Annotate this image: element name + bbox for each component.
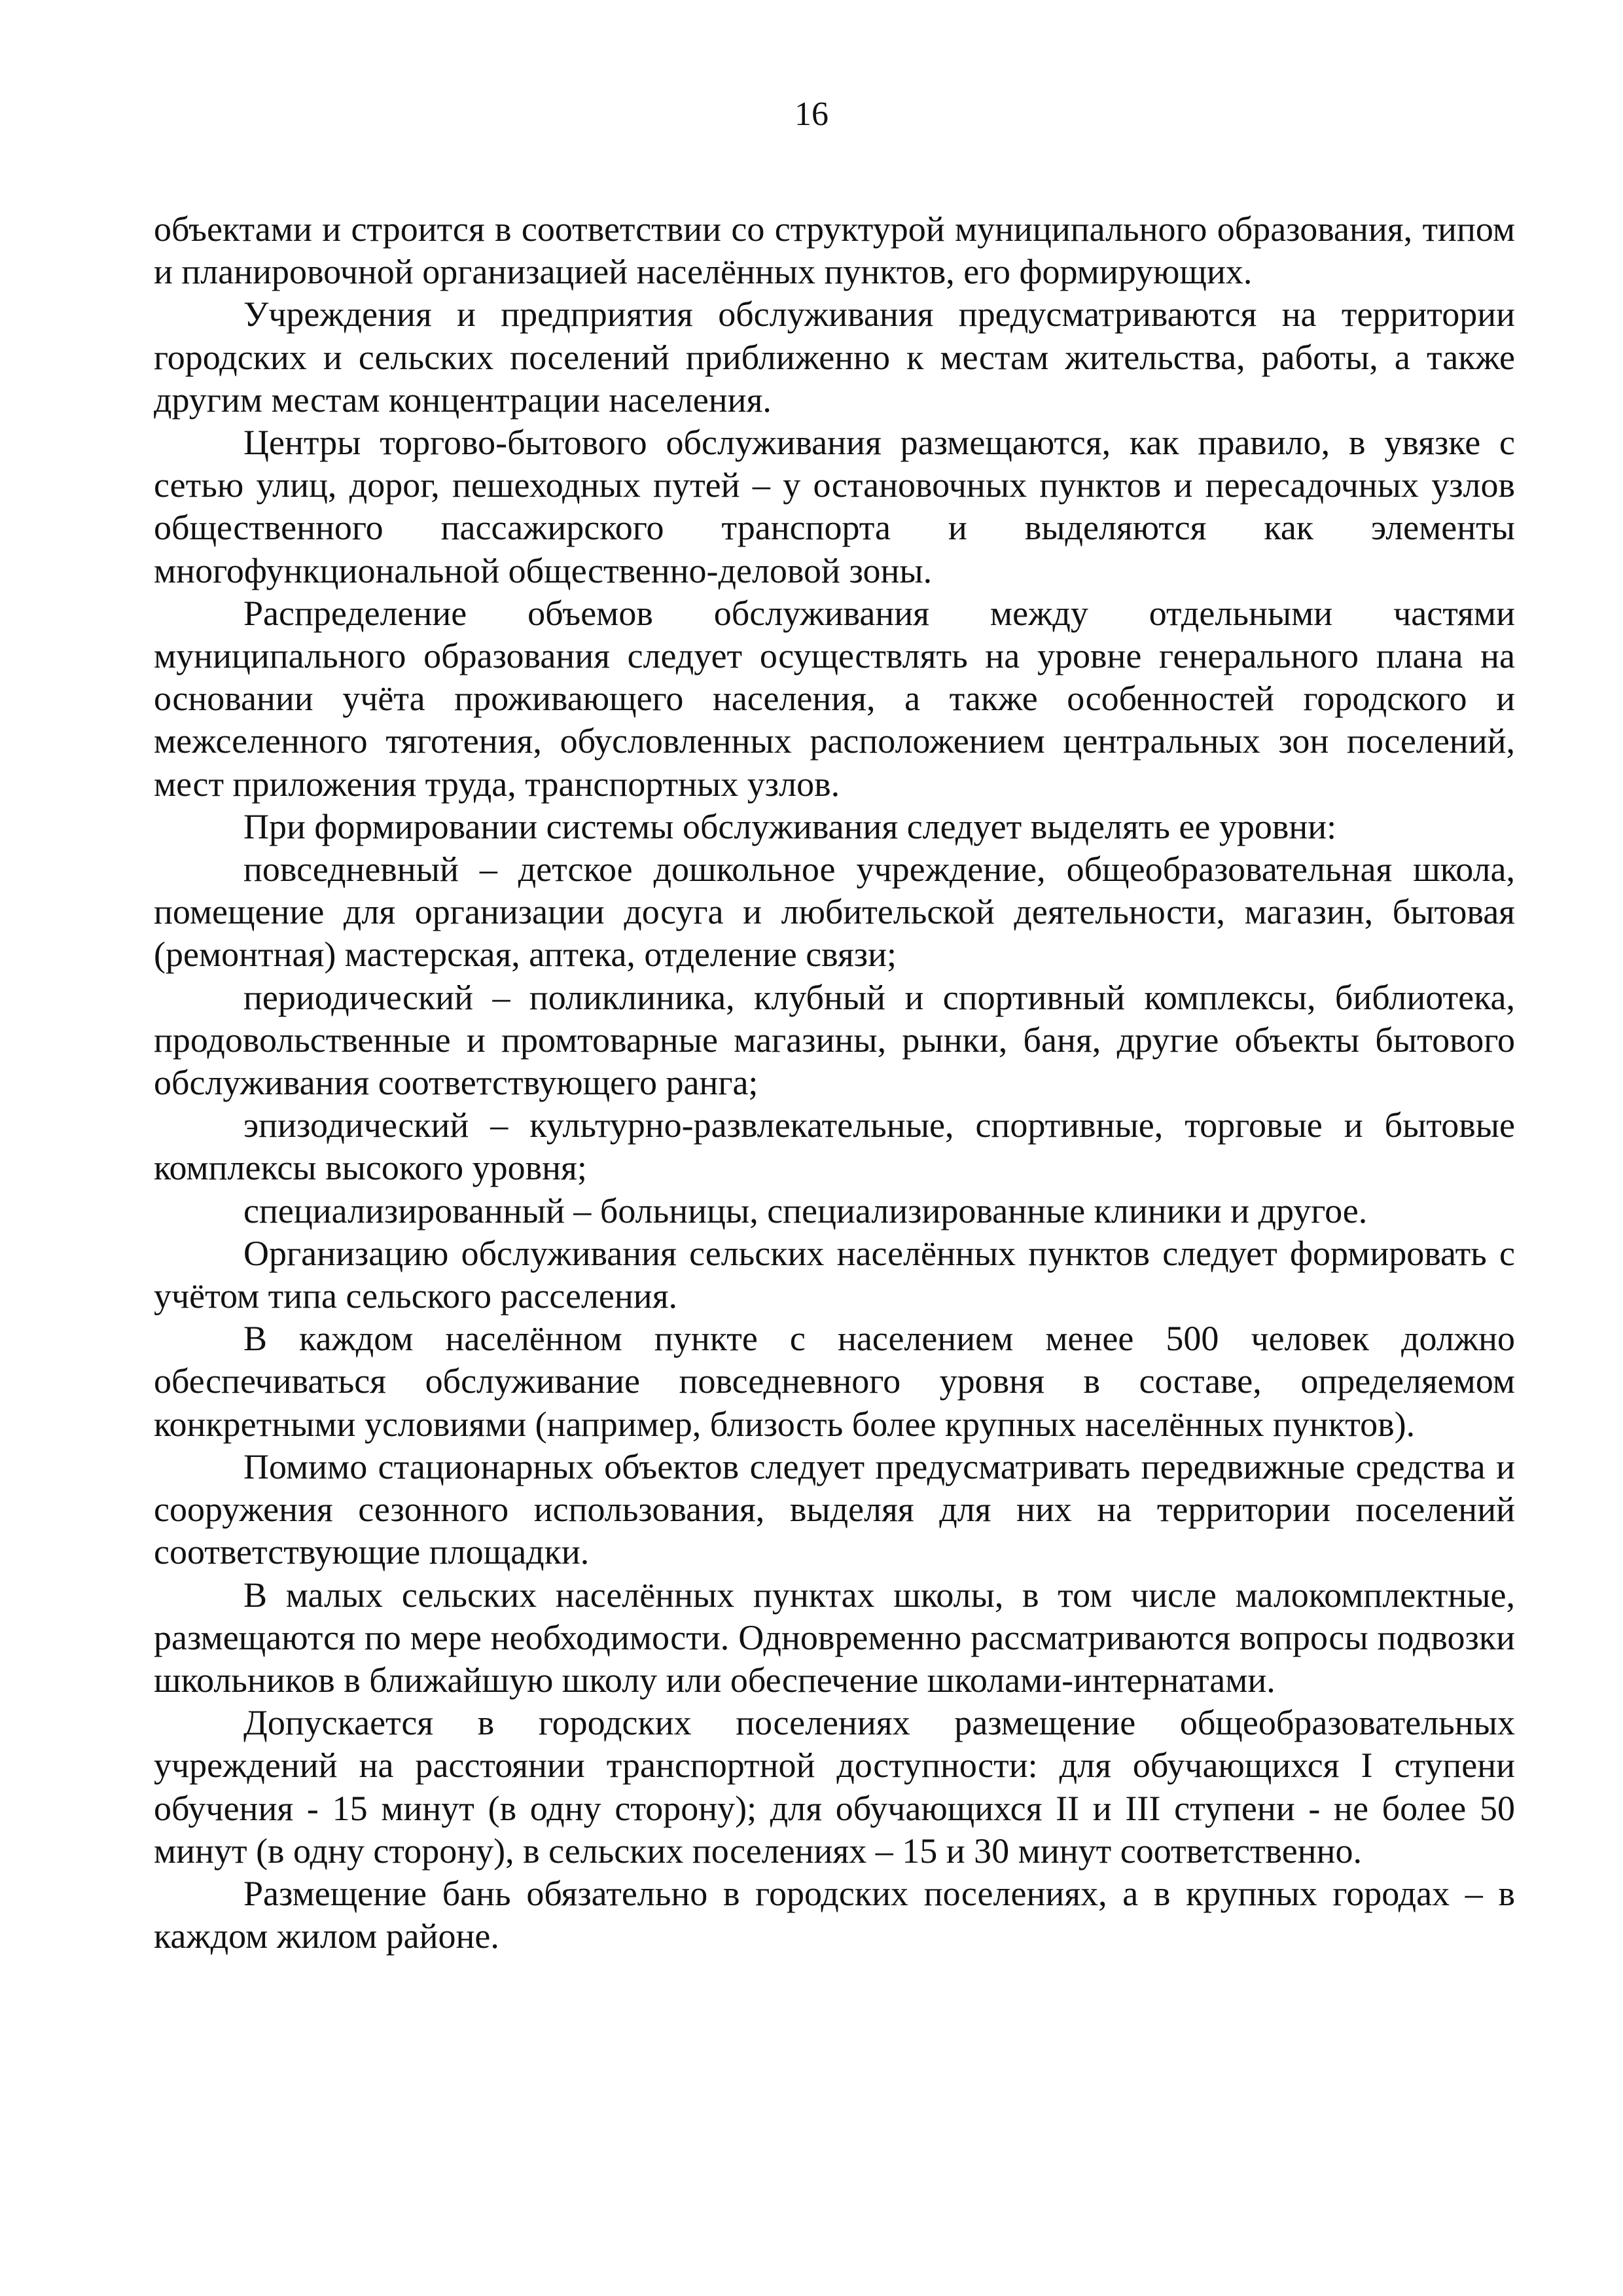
list-item-specialized: специализированный – больницы, специализированные клиники и другое.: [243, 1191, 1368, 1230]
paragraph: Учреждения и предприятия обслуживания предусматриваются на территории городских и сельских поселений приближенно к местам жительства, работы, а также другим местам концентрации населения.: [154, 295, 1515, 420]
paragraph: В каждом населённом пункте с населением менее 500 человек должно обеспечиваться обслуживание повседневного уровня в составе, определяемом конкретными условиями (например, близость более крупных населённых пунктов).: [154, 1319, 1515, 1444]
paragraph: Помимо стационарных объектов следует предусматривать передвижные средства и сооружения сезонного использования, выделяя для них на территории поселений соответствующие площадки.: [154, 1446, 1515, 1572]
paragraph: В малых сельских населённых пунктах школы, в том числе малокомплектные, размещаются по мере необходимости. Одновременно рассматриваются вопросы подвозки школьников в ближайшую школу или обеспечение школами-интернатами.: [154, 1575, 1515, 1700]
paragraph-continuation: объектами и строится в соответствии со структурой муниципального образования, типом и планировочной организацией населённых пунктов, его формирующих.: [154, 209, 1515, 292]
paragraph: Допускается в городских поселениях размещение общеобразовательных учреждений на расстоянии транспортной доступности: для обучающихся I ступени обучения - 15 минут (в одну сторону); для обучающихся II и III ступени - не более 50 минут (в одну сторону), в сельских поселениях – 15 и 30 минут соответственно.: [154, 1703, 1515, 1871]
paragraph: Центры торгово-бытового обслуживания размещаются, как правило, в увязке с сетью улиц, дорог, пешеходных путей – у остановочных пунктов и пересадочных узлов общественного пассажирского транспорта и выделяются как элементы многофункциональной общественно-деловой зоны.: [154, 423, 1515, 590]
list-item-episodic: эпизодический – культурно-развлекательные, спортивные, торговые и бытовые комплексы высокого уровня;: [154, 1105, 1515, 1188]
paragraph: Размещение бань обязательно в городских поселениях, а в крупных городах – в каждом жилом районе.: [154, 1873, 1515, 1956]
list-item-periodic: периодический – поликлиника, клубный и спортивный комплексы, библиотека, продовольственные и промтоварные магазины, рынки, баня, другие объекты бытового обслуживания соответствующего ранга;: [154, 977, 1515, 1103]
page-number: 16: [794, 96, 829, 133]
list-item-daily: повседневный – детское дошкольное учреждение, общеобразовательная школа, помещение для организации досуга и любительской деятельности, магазин, бытовая (ремонтная) мастерская, аптека, отделение связи;: [154, 850, 1515, 975]
document-body: [154, 208, 1515, 1958]
paragraph: Распределение объемов обслуживания между отдельными частями муниципального образования следует осуществлять на уровне генерального плана на основании учёта проживающего населения, а также особенностей городского и межселенного тяготения, обусловленных расположением центральных зон поселений, мест приложения труда, транспортных узлов.: [154, 593, 1515, 804]
paragraph: Организацию обслуживания сельских населённых пунктов следует формировать с учётом типа сельского расселения.: [154, 1233, 1515, 1316]
paragraph: При формировании системы обслуживания следует выделять ее уровни:: [243, 806, 1337, 846]
